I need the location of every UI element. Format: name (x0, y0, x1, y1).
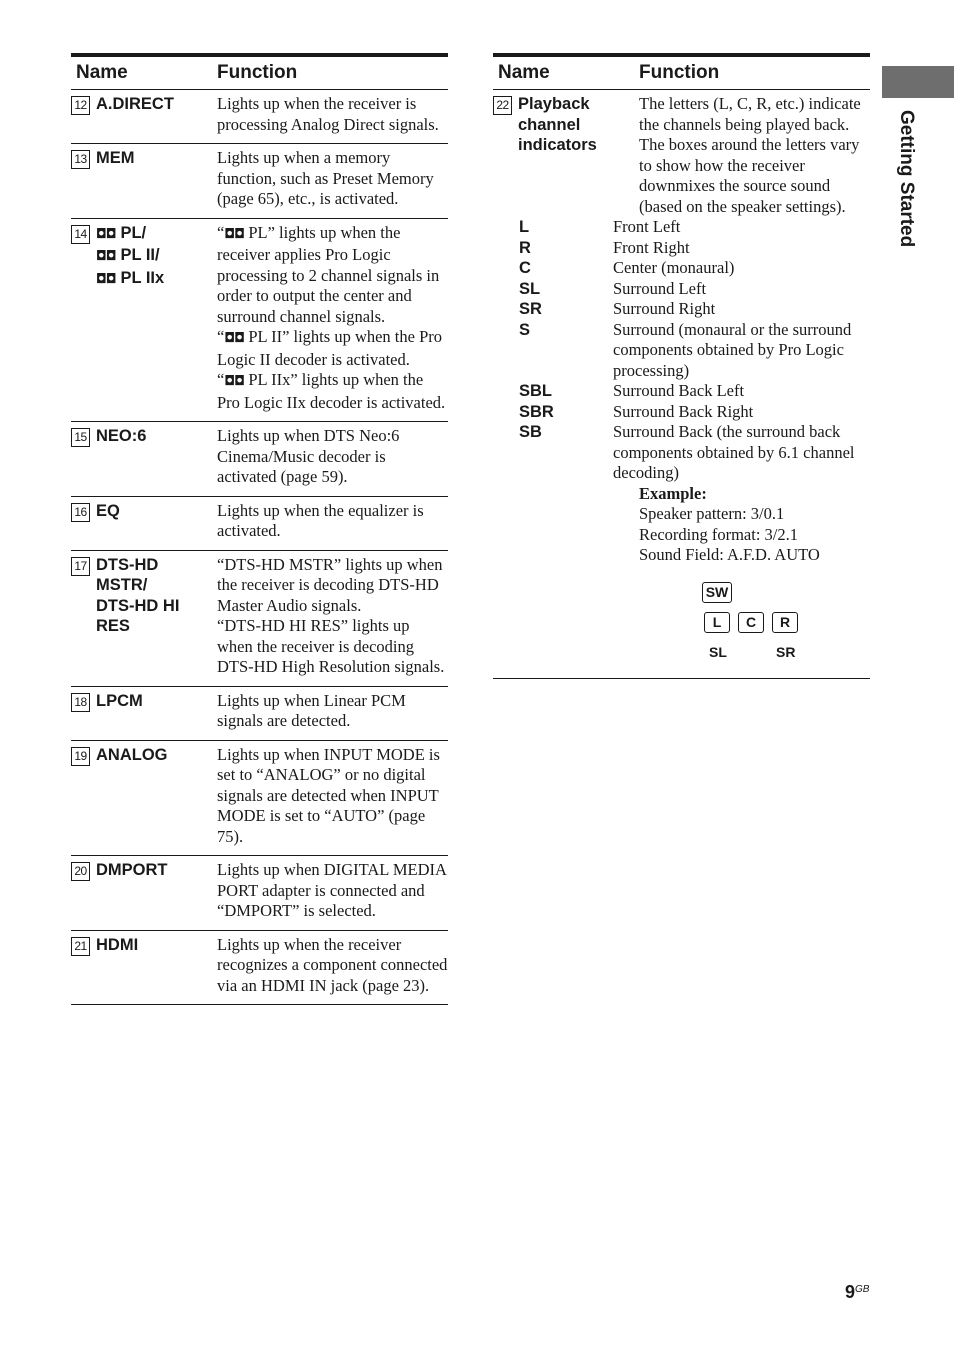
table-row (71, 687, 448, 741)
header-name: Name (76, 62, 128, 83)
channel-code: S (519, 320, 531, 339)
item-name: A.DIRECT (96, 95, 174, 113)
item-number: 13 (71, 150, 90, 169)
channel-desc: Center (monaural) (613, 258, 735, 277)
item-name: HDMI (96, 935, 139, 954)
channel-desc: Front Left (613, 217, 681, 236)
sw-box: SW (702, 582, 732, 603)
section-tab (882, 66, 954, 98)
table-header (493, 53, 870, 90)
channel-code: SBR (519, 402, 554, 421)
example-line: Recording format: 3/2.1 (639, 524, 799, 544)
list-item (493, 258, 870, 279)
item-name: RES (96, 617, 130, 635)
item-name: Playback (518, 95, 590, 113)
channel-code: SR (519, 300, 542, 318)
sr-label: SR (776, 643, 796, 660)
item-function: Lights up when DTS Neo:6 Cinema/Music decoder is activated (page 59). (217, 426, 400, 486)
list-item (493, 422, 870, 484)
channel-desc: Surround Back Left (613, 381, 745, 400)
header-function: Function (639, 62, 720, 83)
item-function: Lights up when DIGITAL MEDIA PORT adapter is connected and “DMPORT” is selected. (217, 860, 447, 920)
table-header (71, 53, 448, 90)
channel-desc: Surround Left (613, 278, 707, 298)
left-function-table (71, 53, 448, 1005)
channel-desc: Surround Back Right (613, 401, 754, 421)
item-name: MEM (96, 149, 135, 167)
list-item (493, 320, 870, 382)
channel-list (493, 217, 870, 566)
item-function: “DTS-HD HI RES” lights up when the receiver is decoding DTS-HD High Resolution signals. (217, 616, 445, 676)
speaker-indicator-figure (493, 578, 870, 678)
channel-code: C (519, 259, 531, 277)
item-number: 19 (71, 747, 90, 766)
item-function: Lights up when Linear PCM signals are detected. (217, 690, 406, 730)
item-name: NEO:6 (96, 427, 147, 445)
item-name: PL II/ (120, 246, 160, 264)
channel-code: R (519, 238, 531, 257)
table-row (71, 144, 448, 219)
right-function-table (493, 53, 870, 679)
l-box: L (704, 612, 730, 633)
item-name: LPCM (96, 691, 143, 710)
item-number: 20 (71, 862, 90, 881)
item-function: PL II” lights up when the Pro Logic II decoder is activated. (217, 327, 443, 369)
item-name: channel (518, 115, 581, 134)
header-name: Name (498, 62, 550, 83)
table-row (71, 741, 448, 857)
dolby-logo-icon: ◘◘ (96, 271, 116, 287)
list-item (493, 238, 870, 259)
item-function: “DTS-HD MSTR” lights up when the receiver is decoding DTS-HD Master Audio signals. (217, 554, 443, 615)
item-number: 18 (71, 693, 90, 712)
item-number: 15 (71, 428, 90, 447)
dolby-logo-icon: ◘◘ (96, 226, 116, 242)
item-function: Lights up when the receiver recognizes a component connected via an HDMI IN jack (page 23). (217, 934, 448, 995)
item-function: Lights up when INPUT MODE is set to “ANALOG” or no digital signals are detected when INPUT MODE is set to “AUTO” (page 75). (217, 744, 440, 846)
item-name: PL/ (120, 223, 147, 242)
table-row (71, 551, 448, 687)
table-row (71, 90, 448, 144)
page-number (845, 1282, 869, 1303)
item-number: 16 (71, 503, 90, 522)
table-row (493, 90, 870, 679)
item-name: DTS-HD HI (96, 596, 180, 615)
list-item (493, 299, 870, 320)
table-row: 14 ◘◘ PL/ ◘◘ PL II/ ◘◘ PL IIx “◘◘ PL” lights up when the receiver applies Pro Logic processing to 2 channel signals in order to output the center and surround channel signals. “◘◘ PL II” lights up when the Pro Logic II decoder is activated. “◘◘ PL IIx” lights up when the Pro Logic IIx decoder is activated. (71, 219, 448, 423)
item-number: 22 (493, 96, 512, 115)
list-item (493, 381, 870, 402)
item-function: PL” lights up when the receiver applies Pro Logic processing to 2 channel signals in order to output the center and surround channel signals. (217, 222, 440, 326)
table-row (71, 931, 448, 1006)
dolby-logo-icon: ◘◘ (224, 374, 245, 389)
item-function: The letters (L, C, R, etc.) indicate the channels being played back. The boxes around the letters vary to show how the receiver downmixes the source sound (based on the speaker settings). (639, 94, 861, 216)
list-item (493, 217, 870, 238)
channel-code: SL (519, 279, 541, 298)
section-label: Getting Started (896, 110, 917, 248)
dolby-logo-icon: ◘◘ (224, 331, 245, 346)
list-item (493, 279, 870, 300)
item-name: DTS-HD (96, 555, 159, 574)
item-number: 21 (71, 937, 90, 956)
channel-code: SB (519, 423, 542, 441)
sl-label: SL (709, 643, 727, 660)
example-line: Sound Field: A.F.D. AUTO (639, 545, 820, 564)
item-function: Lights up when the receiver is processing Analog Direct signals. (217, 94, 439, 134)
dolby-logo-icon: ◘◘ (224, 226, 245, 242)
channel-code: SBL (519, 382, 552, 400)
item-number: 14 (71, 225, 90, 244)
dolby-logo-icon: ◘◘ (96, 249, 116, 264)
header-function: Function (217, 62, 298, 83)
table-row (71, 497, 448, 551)
item-number: 17 (71, 557, 90, 576)
c-box: C (738, 612, 764, 633)
item-name: MSTR/ (96, 576, 148, 594)
item-name: PL IIx (120, 268, 165, 287)
channel-desc: Surround (monaural or the surround components obtained by Pro Logic processing) (613, 319, 852, 380)
table-row (71, 422, 448, 497)
channel-desc: Front Right (613, 237, 690, 257)
channel-code: L (519, 218, 530, 236)
list-item (493, 402, 870, 423)
page-suffix: GB (855, 1284, 870, 1295)
item-function: Lights up when a memory function, such as Preset Memory (page 65), etc., is activated. (217, 148, 434, 208)
item-name: indicators (518, 136, 597, 154)
channel-desc: Surround Right (613, 299, 716, 318)
example-line: Speaker pattern: 3/0.1 (639, 504, 785, 523)
item-function: PL IIx” lights up when the Pro Logic IIx decoder is activated. (217, 370, 446, 412)
table-row (71, 856, 448, 931)
item-name: ANALOG (96, 745, 168, 764)
example-label: Example: (639, 483, 707, 503)
r-box: R (772, 612, 798, 633)
item-name: DMPORT (96, 861, 168, 879)
channel-desc: Surround Back (the surround back components obtained by 6.1 channel decoding) (613, 422, 855, 482)
item-number: 12 (71, 96, 90, 115)
page-number-value: 9 (845, 1282, 856, 1302)
item-function: Lights up when the equalizer is activated. (217, 500, 424, 540)
item-name: EQ (96, 501, 120, 520)
